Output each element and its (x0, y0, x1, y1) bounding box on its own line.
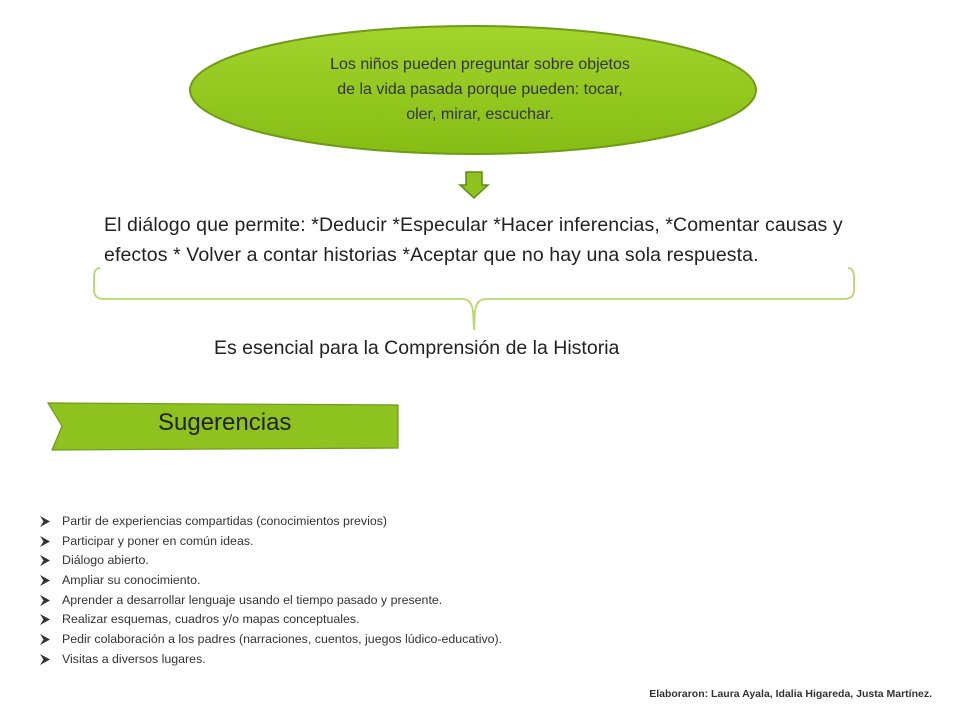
list-item-text: Aprender a desarrollar lenguaje usando el tiempo pasado y presente. (62, 592, 443, 607)
list-item (40, 512, 680, 532)
list-item-text: Realizar esquemas, cuadros y/o mapas conceptuales. (62, 612, 360, 627)
brace-connector (94, 268, 854, 330)
list-item (40, 610, 680, 630)
list-item-text: Partir de experiencias compartidas (conocimientos previos) (62, 514, 388, 528)
suggestions-list (40, 512, 680, 670)
list-item (40, 591, 680, 611)
arrow-bullet-icon (40, 595, 50, 606)
list-item-text: Pedir colaboración a los padres (narraciones, cuentos, juegos lúdico-educativo). (62, 632, 503, 647)
down-arrow-icon (460, 172, 488, 198)
arrow-bullet-icon (40, 654, 50, 665)
arrow-bullet-icon (40, 614, 50, 625)
arrow-bullet-icon (40, 536, 50, 547)
top-node-line-2: de la vida pasada porque pueden: tocar, (337, 81, 623, 98)
dialog-paragraph: El diálogo que permite: *Deducir *Especular *Hacer inferencias, *Comentar causas y efectos * Volver a contar historias *Aceptar que no hay una sola respuesta. (104, 214, 843, 266)
arrow-bullet-icon (40, 516, 50, 527)
list-item (40, 551, 680, 571)
list-item (40, 571, 680, 591)
arrow-bullet-icon (40, 634, 50, 645)
list-item-text: Visitas a diversos lugares. (62, 651, 206, 666)
list-item-text: Ampliar su conocimiento. (62, 573, 201, 588)
list-item-text: Participar y poner en común ideas. (62, 533, 254, 548)
top-node-line-1: Los niños pueden preguntar sobre objetos (330, 56, 630, 73)
credits: Elaboraron: Laura Ayala, Idalia Higareda, Justa Martínez. (649, 688, 932, 700)
sugerencias-title: Sugerencias (158, 409, 292, 436)
arrow-bullet-icon (40, 575, 50, 586)
list-item (40, 630, 680, 650)
list-item (40, 650, 680, 670)
arrow-bullet-icon (40, 555, 50, 566)
top-node-line-3: oler, mirar, escuchar. (406, 106, 554, 123)
essential-statement: Es esencial para la Comprensión de la Historia (214, 337, 620, 359)
list-item (40, 532, 680, 552)
list-item-text: Diálogo abierto. (62, 553, 149, 568)
top-node-text (270, 52, 690, 127)
